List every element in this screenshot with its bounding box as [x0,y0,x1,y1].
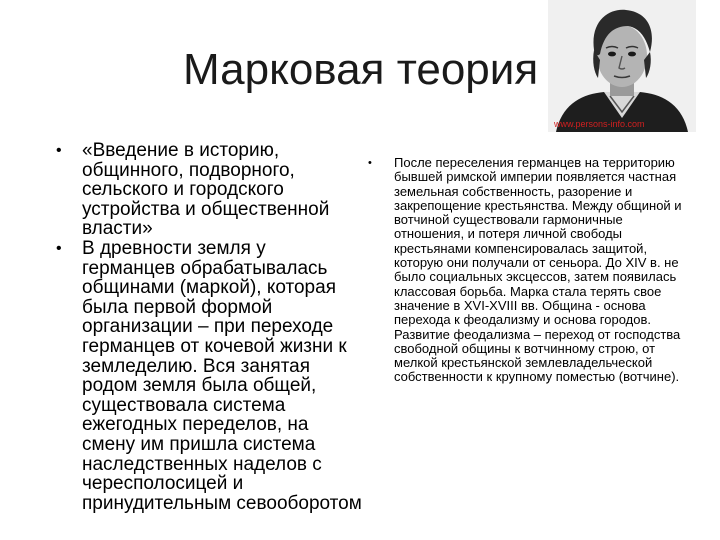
list-item [366,156,696,385]
bullet-icon: • [368,157,372,169]
bullet-icon: • [56,142,62,159]
bullet-icon: • [56,239,62,257]
portrait-image [548,0,696,132]
left-bullet-list [52,141,362,513]
list-item [52,239,362,513]
list-item-text: «Введение в историю, общинного, подворного, сельского и городского устройства и общественной власти» [82,140,330,240]
list-item-text: В древности земля у германцев обрабатывалась общинами (маркой), которая была первой формой организации – при переходе германцев от кочевой жизни к земледелию. Вся занятая родом земля была общей, существовала система ежегодных переделов, на смену им пришла система наследственных наделов с чересполосицей и принудительным севооборотом [82,237,362,514]
portrait-drawing [548,0,696,132]
list-item [52,141,362,239]
list-item-text: После переселения германцев на территорию бывшей римской империи появляется частная земельная собственность, разорение и закрепощение крестьянства. Между общиной и вотчиной существовали гармоничные отношения, и потеря личной свободы крестьянами компенсировалась защитой, которую они получали от сеньора. До XIV в. не было социальных эксцессов, затем появилась классовая борьба. Марка стала терять свое значение в XVI-XVIII вв. Община - основа перехода к феодализму и основа городов. Развитие феодализма – переход от господства свободной общины к вотчинному строю, от мелкой крестьянской землевладельческой собственности к крупному поместью (вотчине). [394,155,682,385]
right-bullet-list [366,156,696,385]
slide-title: Марковая теория [183,45,539,94]
portrait-watermark: www.persons-info.com [554,119,645,129]
